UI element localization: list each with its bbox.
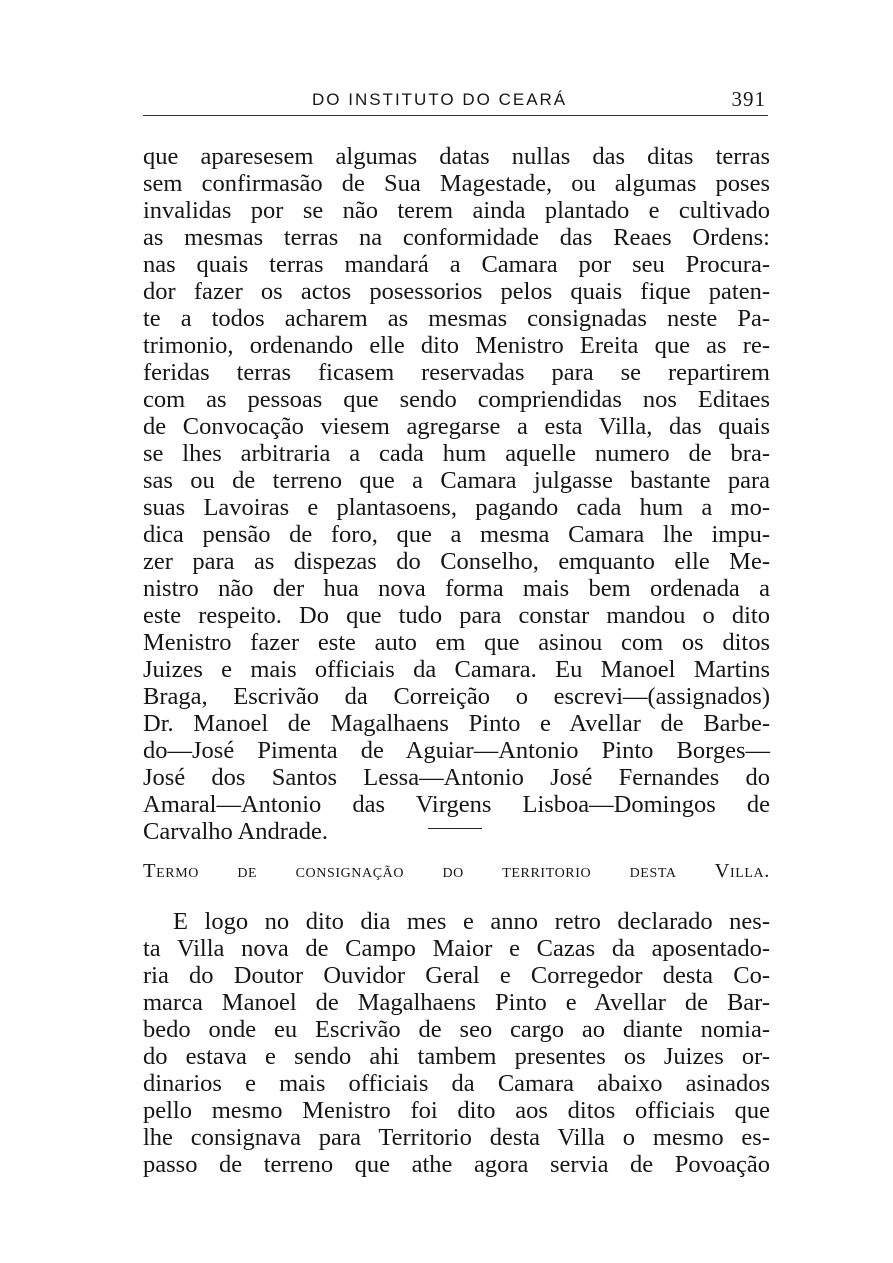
text-line: zer para as dispezas do Conselho, emquanto elle Me- xyxy=(143,548,770,575)
text-line: E logo no dito dia mes e anno retro declarado nes- xyxy=(173,908,770,935)
text-line: feridas terras ficasem reservadas para se repartirem xyxy=(143,359,770,386)
text-line: suas Lavoiras e plantasoens, pagando cada hum a mo- xyxy=(143,494,770,521)
text-line: de Convocação viesem agregarse a esta Villa, das quais xyxy=(143,413,770,440)
text-line: Braga, Escrivão da Correição o escrevi—(assignados) xyxy=(143,683,770,710)
text-line: Carvalho Andrade. xyxy=(143,818,329,845)
text-line: dinarios e mais officiais da Camara abaixo asinados xyxy=(143,1070,770,1097)
text-line: dor fazer os actos posessorios pelos quais fique paten- xyxy=(143,278,770,305)
text-line: Juizes e mais officiais da Camara. Eu Manoel Martins xyxy=(143,656,770,683)
text-line: José dos Santos Lessa—Antonio José Fernandes do xyxy=(143,764,770,791)
text-line: ta Villa nova de Campo Maior e Cazas da aposentado- xyxy=(143,935,770,962)
text-line: marca Manoel de Magalhaens Pinto e Avellar de Bar- xyxy=(143,989,770,1016)
text-line: Amaral—Antonio das Virgens Lisboa—Domingos de xyxy=(143,791,770,818)
text-line: Menistro fazer este auto em que asinou com os ditos xyxy=(143,629,770,656)
text-line: que aparesesem algumas datas nullas das ditas terras xyxy=(143,143,770,170)
text-line: pello mesmo Menistro foi dito aos ditos officiais que xyxy=(143,1097,770,1124)
section-divider xyxy=(428,828,482,829)
section-heading: Termo de consignação do territorio desta Villa. xyxy=(143,860,770,882)
text-line: com as pessoas que sendo compriendidas nos Editaes xyxy=(143,386,770,413)
text-line: sem confirmasão de Sua Magestade, ou algumas poses xyxy=(143,170,770,197)
text-line: ria do Doutor Ouvidor Geral e Corregedor desta Co- xyxy=(143,962,770,989)
text-line: te a todos acharem as mesmas consignadas neste Pa- xyxy=(143,305,770,332)
text-line: invalidas por se não terem ainda plantado e cultivado xyxy=(143,197,770,224)
text-line: este respeito. Do que tudo para constar mandou o dito xyxy=(143,602,770,629)
text-line: dica pensão de foro, que a mesma Camara lhe impu- xyxy=(143,521,770,548)
header-rule xyxy=(143,115,768,116)
text-line: nas quais terras mandará a Camara por seu Procura- xyxy=(143,251,770,278)
paragraph-1 xyxy=(143,143,770,845)
text-line: passo de terreno que athe agora servia de Povoação xyxy=(143,1151,770,1178)
text-line: do estava e sendo ahi tambem presentes os Juizes or- xyxy=(143,1043,770,1070)
text-line: as mesmas terras na conformidade das Reaes Ordens: xyxy=(143,224,770,251)
text-line: do—José Pimenta de Aguiar—Antonio Pinto Borges— xyxy=(143,737,770,764)
text-line: lhe consignava para Territorio desta Villa o mesmo es- xyxy=(143,1124,770,1151)
running-title: DO INSTITUTO DO CEARÁ xyxy=(312,90,568,109)
text-line: se lhes arbitraria a cada hum aquelle numero de bra- xyxy=(143,440,770,467)
text-line: nistro não der hua nova forma mais bem ordenada a xyxy=(143,575,770,602)
paragraph-2 xyxy=(143,908,770,1178)
running-header xyxy=(143,86,768,120)
text-line: Dr. Manoel de Magalhaens Pinto e Avellar de Barbe- xyxy=(143,710,770,737)
page-number: 391 xyxy=(731,87,766,111)
text-line: trimonio, ordenando elle dito Menistro Ereita que as re- xyxy=(143,332,770,359)
text-line: bedo onde eu Escrivão de seo cargo ao diante nomia- xyxy=(143,1016,770,1043)
text-line: sas ou de terreno que a Camara julgasse bastante para xyxy=(143,467,770,494)
